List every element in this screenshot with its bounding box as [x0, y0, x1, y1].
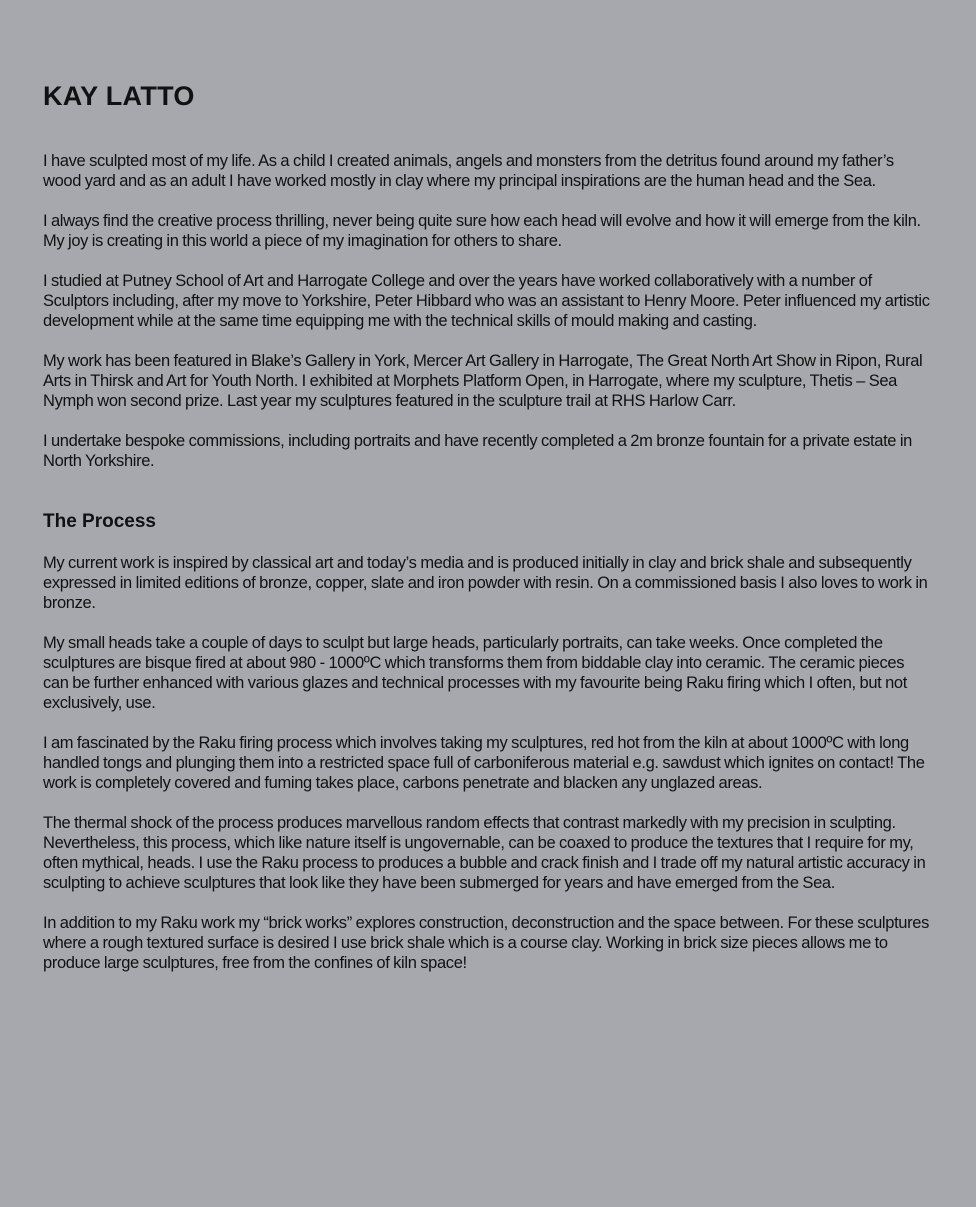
process-heading: The Process — [43, 511, 156, 532]
bio-paragraph: My work has been featured in Blake’s Gallery in York, Mercer Art Gallery in Harrogate, The Great North Art Show in Ripon, Rural Arts in Thirsk and Art for Youth North. I exhibited at Morphets Platform Open, in Harrogate, where my sculpture, Thetis – Sea Nymph won second prize. Last year my sculptures featured in the sculpture trail at RHS Harlow Carr. — [43, 352, 923, 410]
process-paragraph: I am fascinated by the Raku firing process which involves taking my sculptures, red hot from the kiln at about 1000ºC with long handled tongs and plunging them into a restricted space full of carboniferous material e.g. sawdust which ignites on contact! The work is completely covered and fuming takes place, carbons penetrate and blacken any unglazed areas. — [43, 734, 925, 792]
bio-paragraph: I have sculpted most of my life. As a child I created animals, angels and monsters from the detritus found around my father’s wood yard and as an adult I have worked mostly in clay where my principal inspirations are the human head and the Sea. — [43, 152, 894, 190]
process-paragraph: In addition to my Raku work my “brick works” explores construction, deconstruction and the space between. For these sculptures where a rough textured surface is desired I use brick shale which is a course clay. Working in brick size pieces allows me to produce large sculptures, free from the confines of kiln space! — [43, 914, 929, 972]
document-page — [43, 78, 933, 993]
process-section — [43, 553, 933, 973]
process-paragraph: My current work is inspired by classical art and today’s media and is produced initially in clay and brick shale and subsequently expressed in limited editions of bronze, copper, slate and iron powder with resin. On a commissioned basis I also loves to work in bronze. — [43, 554, 928, 612]
page-title: KAY LATTO — [43, 81, 195, 111]
bio-paragraph: I studied at Putney School of Art and Harrogate College and over the years have worked collaboratively with a number of Sculptors including, after my move to Yorkshire, Peter Hibbard who was an assistant to Henry Moore. Peter influenced my artistic development while at the same time equipping me with the technical skills of mould making and casting. — [43, 272, 930, 330]
process-paragraph: My small heads take a couple of days to sculpt but large heads, particularly portraits, can take weeks. Once completed the sculptures are bisque fired at about 980 - 1000ºC which transforms them from biddable clay into ceramic. The ceramic pieces can be further enhanced with various glazes and technical processes with my favourite being Raku firing which I often, but not exclusively, use. — [43, 634, 907, 712]
bio-paragraph: I always find the creative process thrilling, never being quite sure how each head will evolve and how it will emerge from the kiln. My joy is creating in this world a piece of my imagination for others to share. — [43, 212, 921, 250]
process-paragraph: The thermal shock of the process produces marvellous random effects that contrast markedly with my precision in sculpting. Nevertheless, this process, which like nature itself is ungovernable, can be coaxed to produce the textures that I require for my, often mythical, heads. I use the Raku process to produces a bubble and crack finish and I trade off my natural artistic accuracy in sculpting to achieve sculptures that look like they have been submerged for years and have emerged from the Sea. — [43, 814, 926, 892]
bio-paragraph: I undertake bespoke commissions, including portraits and have recently completed a 2m bronze fountain for a private estate in North Yorkshire. — [43, 432, 913, 470]
bio-section — [43, 151, 933, 471]
